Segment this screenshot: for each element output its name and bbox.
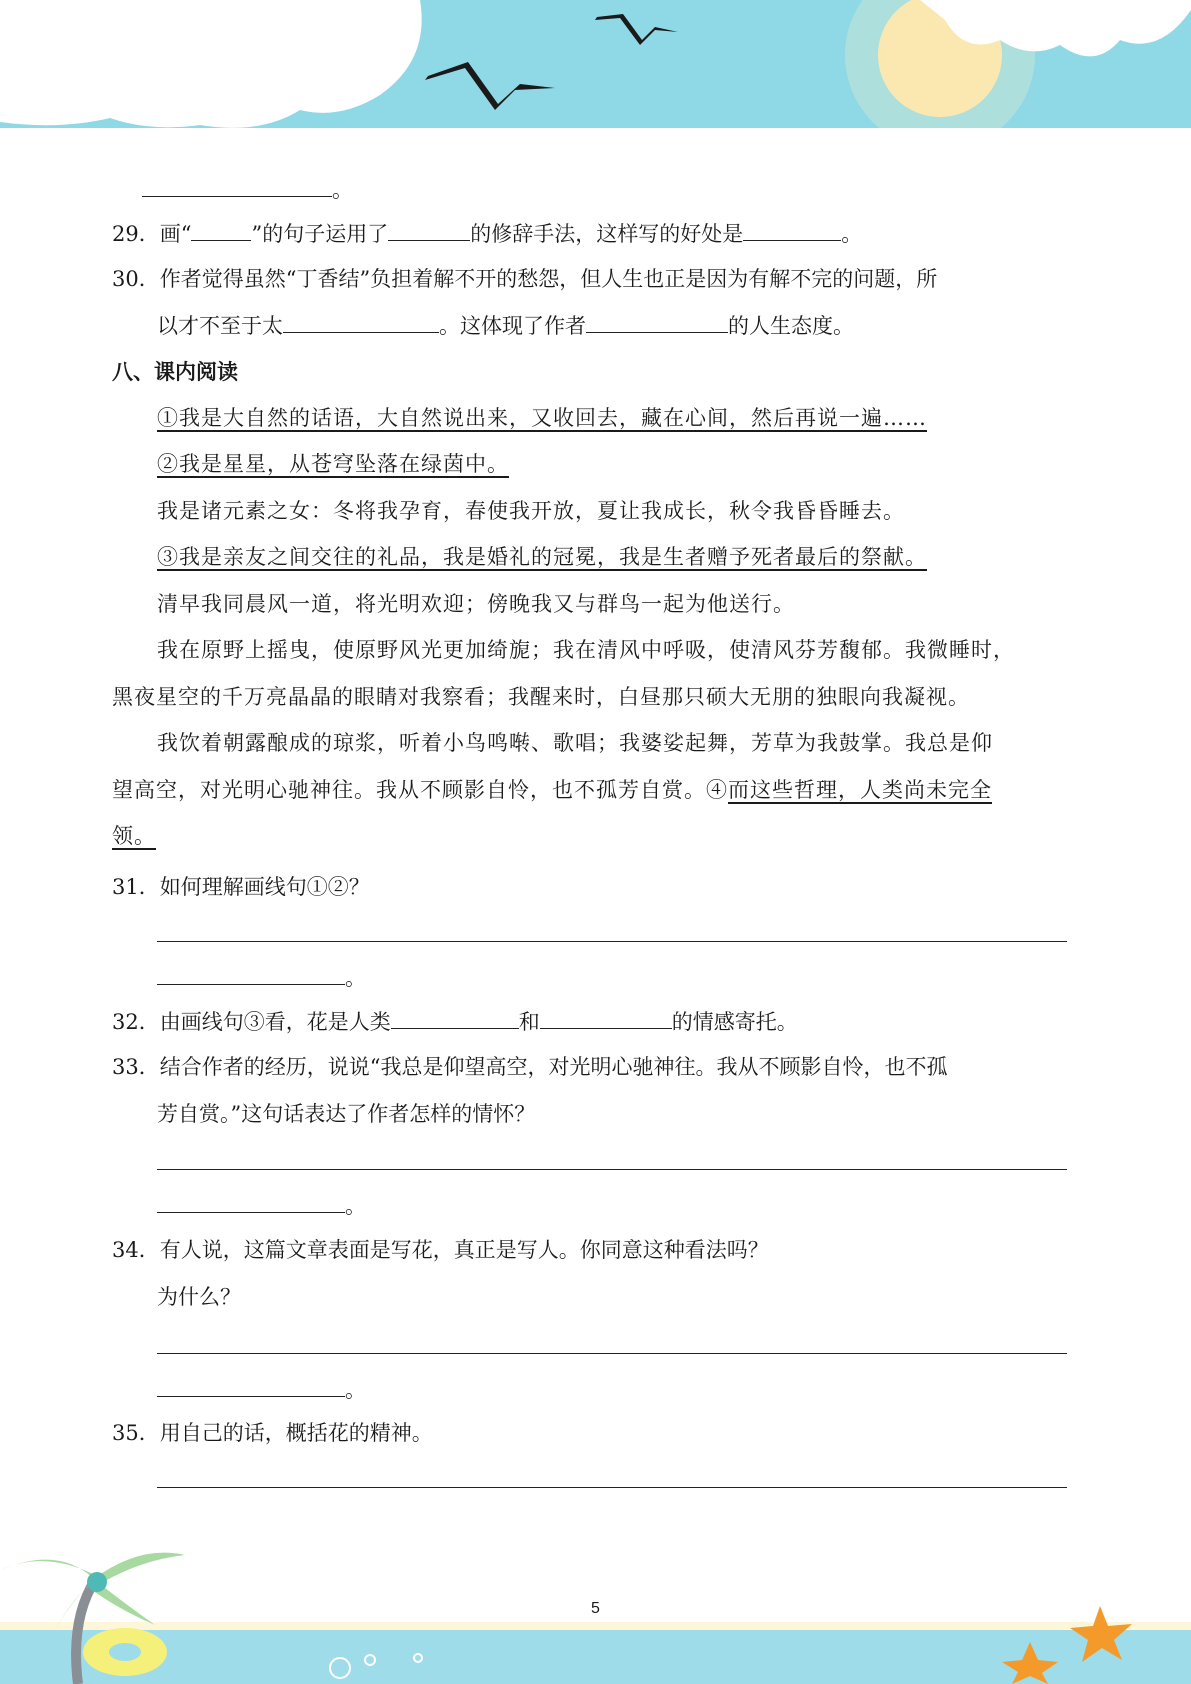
question-32 [112, 1006, 798, 1037]
question-number: 34． [112, 1238, 160, 1262]
question-number: 33． [112, 1055, 160, 1079]
question-text: 的人生态度。 [728, 314, 854, 338]
section-heading: 八、课内阅读 [112, 360, 238, 384]
passage-paragraph [112, 775, 992, 805]
answer-line[interactable] [157, 1486, 1067, 1488]
passage-underlined-4: 而这些哲理，人类尚未完全 [728, 778, 992, 802]
answer-line-short [157, 962, 366, 993]
question-33-line2: 芳自赏。”这句话表达了作者怎样的情怀？ [157, 1102, 536, 1126]
question-text: 画“ [159, 222, 192, 246]
answer-blank[interactable] [191, 218, 251, 241]
answer-line-short [157, 1374, 366, 1405]
answer-blank[interactable] [743, 218, 841, 241]
answer-blank[interactable] [586, 310, 728, 333]
passage-text: 望高空，对光明心驰神往。我从不顾影自怜，也不孤芳自赏。④ [112, 778, 728, 802]
answer-blank[interactable] [142, 174, 332, 197]
question-33-line1 [112, 1052, 947, 1082]
question-text: 和 [518, 1010, 540, 1034]
question-31 [112, 872, 370, 902]
question-text: 有人说，这篇文章表面是写花，真正是写人。你同意这种看法吗？ [159, 1238, 769, 1262]
answer-blank[interactable] [388, 218, 470, 241]
question-number: 31． [112, 875, 160, 899]
punctuation: 。 [332, 178, 353, 202]
question-text: 用自己的话，概括花的精神。 [159, 1421, 433, 1445]
question-30-line1 [112, 264, 937, 294]
question-35 [112, 1418, 433, 1448]
passage-underlined-1: ①我是大自然的话语，大自然说出来，又收回去，藏在心间，然后再说一遍…… [157, 406, 927, 430]
passage-paragraph: 我是诸元素之女：冬将我孕育，春使我开放，夏让我成长，秋令我昏昏睡去。 [157, 499, 905, 523]
passage-paragraph: 我饮着朝露酿成的琼浆，听着小鸟鸣啭、歌唱；我婆娑起舞，芳草为我鼓掌。我总是仰 [157, 731, 993, 755]
question-number: 30． [112, 267, 160, 291]
question-number: 29． [112, 222, 160, 246]
answer-line[interactable] [157, 1168, 1067, 1170]
question-text: 的修辞手法，这样写的好处是 [470, 222, 744, 246]
answer-blank[interactable] [540, 1006, 672, 1029]
question-30-line2 [157, 310, 854, 341]
answer-blank[interactable] [283, 310, 439, 333]
question-34-line1 [112, 1235, 769, 1265]
swim-ring-icon [83, 1628, 167, 1676]
punctuation: 。 [345, 1378, 366, 1402]
passage-underlined-4-end: 领。 [112, 824, 156, 848]
question-number: 32． [112, 1010, 160, 1034]
footer-beach-decoration [0, 1520, 1191, 1684]
passage-paragraph: 清早我同晨风一道，将光明欢迎；傍晚我又与群鸟一起为他送行。 [157, 592, 795, 616]
passage-underlined-2: ②我是星星，从苍穹坠落在绿茵中。 [157, 452, 509, 476]
question-number: 35． [112, 1421, 160, 1445]
question-text: 的情感寄托。 [671, 1010, 798, 1034]
question-text: 如何理解画线句①②？ [159, 875, 370, 899]
question-34-line2: 为什么？ [157, 1285, 241, 1309]
question-text: 。 [841, 222, 863, 246]
page-number: 5 [591, 1600, 600, 1617]
answer-line-short [157, 1190, 366, 1221]
answer-line[interactable] [157, 940, 1067, 942]
answer-blank[interactable] [157, 962, 345, 985]
question-29 [112, 218, 862, 249]
answer-blank[interactable] [391, 1006, 519, 1029]
passage-paragraph: 黑夜星空的千万亮晶晶的眼睛对我察看；我醒来时，白昼那只硕大无朋的独眼向我凝视。 [112, 685, 970, 709]
question-text: 由画线句③看，花是人类 [159, 1010, 391, 1034]
punctuation: 。 [345, 966, 366, 990]
question-text: 结合作者的经历，说说“我总是仰望高空，对光明心驰神往。我从不顾影自怜，也不孤 [159, 1055, 948, 1079]
answer-blank[interactable] [157, 1374, 345, 1397]
passage-underlined-3: ③我是亲友之间交往的礼品，我是婚礼的冠冕，我是生者赠予死者最后的祭献。 [157, 545, 927, 569]
answer-blank[interactable] [157, 1190, 345, 1213]
question-text: 。这体现了作者 [439, 314, 586, 338]
q28-answer-tail [142, 174, 353, 205]
header-sky-decoration [0, 0, 1191, 135]
question-text: 以才不至于太 [157, 314, 283, 338]
question-text: ”的句子运用了 [251, 222, 389, 246]
answer-line[interactable] [157, 1352, 1067, 1354]
passage-paragraph: 我在原野上摇曳，使原野风光更加绮旎；我在清风中呼吸，使清风芬芳馥郁。我微睡时， [157, 638, 1015, 662]
punctuation: 。 [345, 1194, 366, 1218]
question-text: 作者觉得虽然“丁香结”负担着解不开的愁怨，但人生也正是因为有解不完的问题，所 [159, 267, 938, 291]
